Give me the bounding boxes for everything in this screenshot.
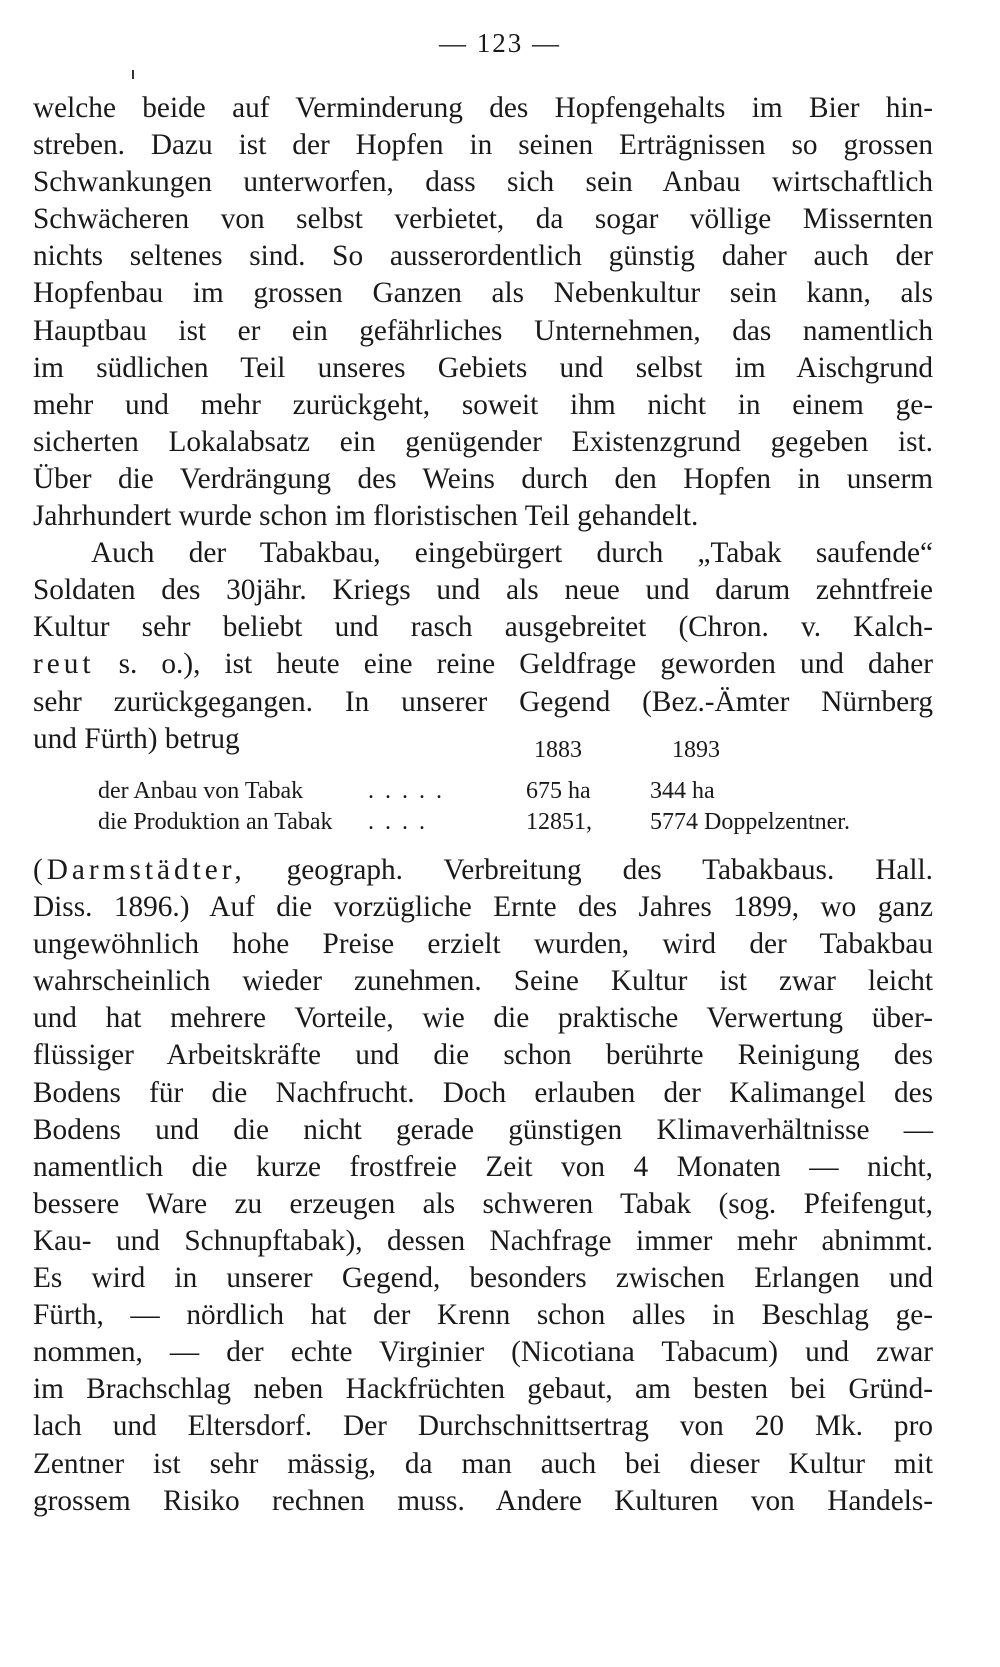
text-line: Schwächeren von selbst verbietet, da sogar völlige Missernten — [33, 203, 933, 236]
text-line: Es wird in unserer Gegend, besonders zwischen Erlangen und — [33, 1262, 933, 1295]
spaced-name: reut — [33, 648, 95, 681]
table-cell-1893: 344 ha — [650, 778, 715, 804]
table-header-year: 1893 — [672, 737, 720, 763]
text-line: Schwankungen unterworfen, dass sich sein Anbau wirtschaftlich — [33, 166, 933, 199]
tabak-statistics-table — [0, 727, 1000, 853]
table-row-label: der Anbau von Tabak — [98, 778, 304, 804]
text-line: Kau- und Schnupftabak), dessen Nachfrage immer mehr abnimmt. — [33, 1224, 933, 1257]
leader-dots: .... — [368, 809, 436, 835]
page-number: — 123 — — [439, 28, 561, 58]
text-line: Bodens und die nicht gerade günstigen Klimaverhältnisse — — [33, 1113, 933, 1146]
table-row-label: die Produktion an Tabak — [98, 809, 333, 835]
paragraph-hopfenbau — [33, 90, 933, 758]
table-cell-1883: 12851, — [526, 809, 592, 835]
text-line: Kultur sehr beliebt und rasch ausgebreitet (Chron. v. Kalch- — [33, 611, 933, 644]
print-mark — [132, 70, 134, 79]
text-line: nichts seltenes sind. So ausserordentlich günstig daher auch der — [33, 240, 933, 273]
text-line: lach und Eltersdorf. Der Durchschnittsertrag von 20 Mk. pro — [33, 1410, 933, 1443]
text-line: sehr zurückgegangen. In unserer Gegend (Bez.-Ämter Nürnberg — [33, 685, 933, 718]
text-line: Hauptbau ist er ein gefährliches Unternehmen, das namentlich — [33, 314, 933, 347]
spaced-name: (Darmstädter, — [33, 854, 246, 886]
text-line: im südlichen Teil unseres Gebiets und selbst im Aischgrund — [33, 351, 933, 384]
table-cell-1893: 5774 Doppelzentner. — [650, 809, 850, 835]
text-line: Hopfenbau im grossen Ganzen als Nebenkultur sein kann, als — [33, 277, 933, 310]
text-line: Jahrhundert wurde schon im floristischen Teil gehandelt. — [33, 500, 699, 533]
text-line: mehr und mehr zurückgeht, soweit ihm nicht in einem ge- — [33, 388, 933, 421]
text-line: Bodens für die Nachfrucht. Doch erlauben der Kalimangel des — [33, 1076, 933, 1109]
text-line: und Fürth) betrug — [33, 722, 240, 755]
text-line: bessere Ware zu erzeugen als schweren Tabak (sog. Pfeifengut, — [33, 1187, 933, 1220]
text-line: Soldaten des 30jähr. Kriegs und als neue und darum zehntfreie — [33, 574, 933, 607]
text-line: streben. Dazu ist der Hopfen in seinen Erträgnissen so grossen — [33, 129, 933, 162]
paragraph-tabakbau — [33, 852, 933, 1520]
table-row — [0, 809, 1000, 841]
table-row — [0, 778, 1000, 810]
text-line — [33, 646, 933, 683]
table-cell-1883: 675 ha — [526, 778, 591, 804]
text-line: Über die Verdrängung des Weins durch den Hopfen in unserm — [33, 462, 933, 495]
text-line: und hat mehrere Vorteile, wie die praktische Verwertung über- — [33, 1002, 933, 1035]
text-line: Diss. 1896.) Auf die vorzügliche Ernte des Jahres 1899, wo ganz — [33, 891, 933, 924]
text-line — [33, 852, 933, 889]
text-line: grossem Risiko rechnen muss. Andere Kulturen von Handels- — [33, 1484, 933, 1517]
text-line: Auch der Tabakbau, eingebürgert durch „Tabak saufende“ — [91, 537, 933, 570]
text-line: im Brachschlag neben Hackfrüchten gebaut, am besten bei Gründ- — [33, 1373, 933, 1406]
text-line: nommen, — der echte Virginier (Nicotiana Tabacum) und zwar — [33, 1336, 933, 1369]
text-line: flüssiger Arbeitskräfte und die schon berührte Reinigung des — [33, 1039, 933, 1072]
text-line: ungewöhnlich hohe Preise erzielt wurden, wird der Tabakbau — [33, 928, 933, 961]
table-header-year: 1883 — [534, 737, 582, 763]
text-line: welche beide auf Verminderung des Hopfengehalts im Bier hin- — [33, 92, 933, 124]
text-fragment: geograph. Verbreitung des Tabakbaus. Hall. — [245, 854, 933, 886]
text-line: Fürth, — nördlich hat der Krenn schon alles in Beschlag ge- — [33, 1299, 933, 1332]
text-fragment: s. o.), ist heute eine reine Geldfrage geworden und daher — [94, 648, 933, 681]
text-line: wahrscheinlich wieder zunehmen. Seine Kultur ist zwar leicht — [33, 965, 933, 998]
text-line: Zentner ist sehr mässig, da man auch bei dieser Kultur mit — [33, 1447, 933, 1480]
leader-dots: ..... — [368, 778, 453, 804]
text-line: namentlich die kurze frostfreie Zeit von 4 Monaten — nicht, — [33, 1150, 933, 1183]
text-line: sicherten Lokalabsatz ein genügender Existenzgrund gegeben ist. — [33, 425, 933, 458]
